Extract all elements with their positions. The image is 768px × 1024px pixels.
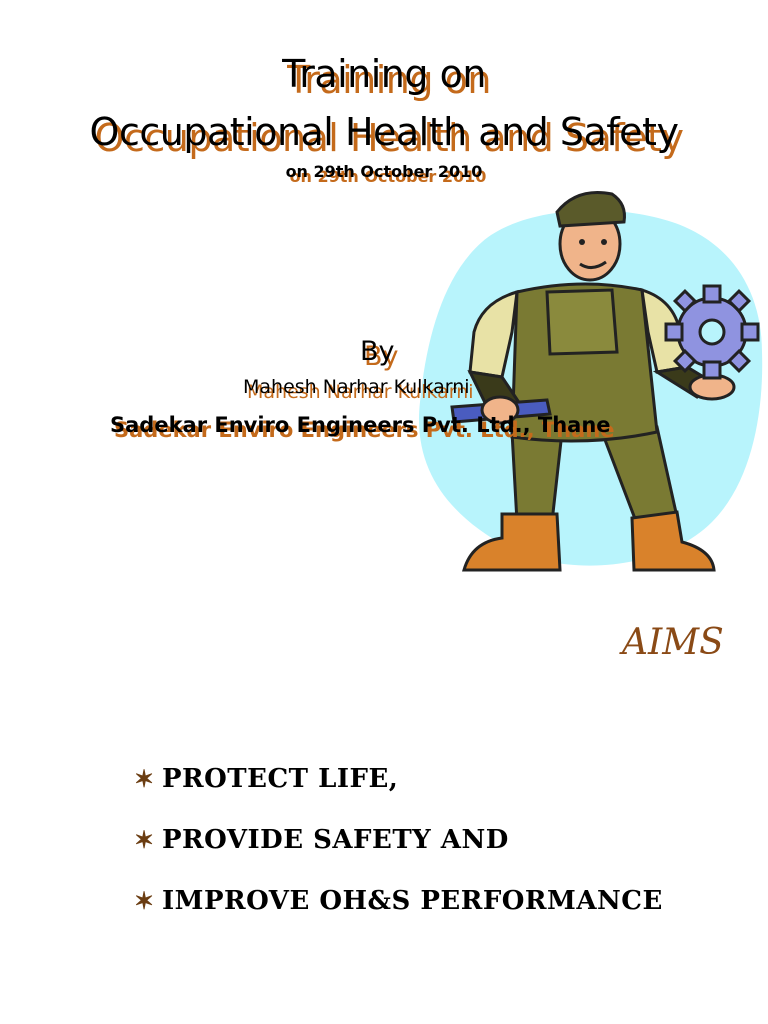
aims-list [134, 748, 663, 931]
aim-text: IMPROVE OH&S PERFORMANCE [162, 885, 663, 916]
slide-title-line1: Training on [282, 52, 486, 96]
list-item [134, 809, 663, 870]
company-name: Sadekar Enviro Engineers Pvt. Ltd., Thane [110, 413, 611, 437]
aim-text: PROTECT LIFE, [162, 763, 399, 794]
slide-title-line2: Occupational Health and Safety [89, 110, 679, 154]
star-bullet-icon: ✶ [134, 764, 155, 793]
list-item [134, 870, 663, 931]
by-label: By [360, 336, 395, 367]
aim-text: PROVIDE SAFETY AND [162, 824, 509, 855]
training-date: on 29th October 2010 [285, 162, 483, 181]
author-name: Mahesh Narhar Kulkarni [243, 376, 470, 398]
star-bullet-icon: ✶ [134, 886, 155, 915]
star-bullet-icon: ✶ [134, 825, 155, 854]
aims-heading: AIMS [622, 622, 724, 663]
list-item [134, 748, 663, 809]
